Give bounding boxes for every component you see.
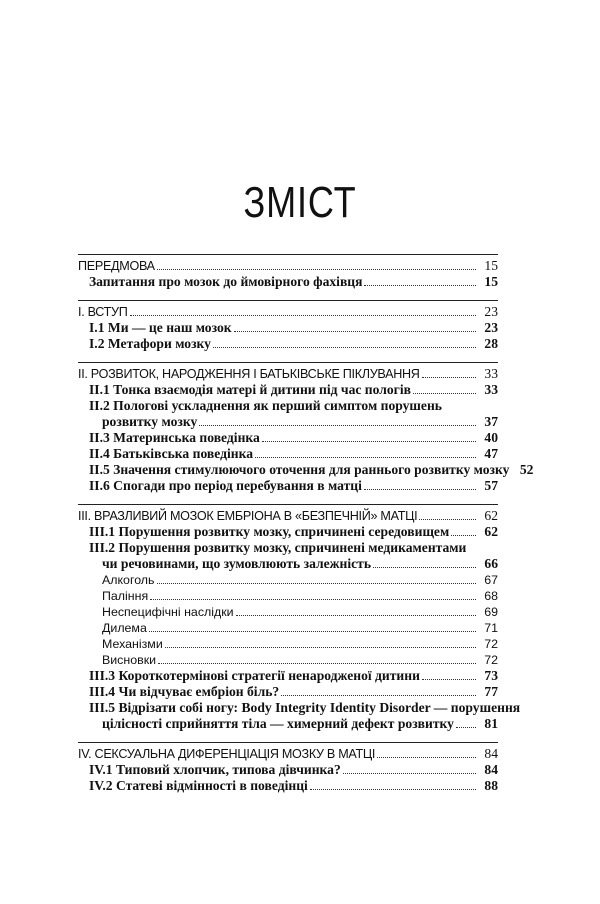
toc-section [78, 504, 521, 732]
toc-chapter [78, 508, 498, 524]
entry-label: Алкоголь [102, 573, 155, 587]
page-number: 68 [484, 589, 498, 603]
dot-leader [150, 589, 476, 600]
toc-subentry [78, 588, 498, 604]
dot-leader [422, 367, 476, 378]
toc-entry [78, 668, 498, 684]
page-number: 71 [484, 621, 498, 635]
entry-label: ІІІ.3 Короткотермінові стратегії ненародженої дитини [89, 668, 420, 683]
toc-subentry [78, 620, 498, 636]
dot-leader [149, 621, 476, 632]
page-title: ЗМІСТ [243, 178, 357, 227]
dot-leader [165, 637, 476, 648]
entry-label: ІІ. РОЗВИТОК, НАРОДЖЕННЯ І БАТЬКІВСЬКЕ ПІКЛУВАННЯ [78, 367, 420, 381]
toc-entry [78, 778, 498, 794]
toc-entry [78, 382, 498, 398]
entry-label: IV.1 Типовий хлопчик, типова дівчинка? [89, 762, 341, 777]
page-number: 23 [484, 320, 498, 335]
dot-leader [234, 321, 476, 332]
toc-entry [78, 556, 498, 572]
page-number: 69 [484, 605, 498, 619]
dot-leader [310, 779, 476, 790]
page-number: 37 [484, 414, 498, 429]
page-number: 57 [484, 478, 498, 493]
page-number: 47 [484, 446, 498, 461]
entry-label: ІІ.5 Значення стимулюючого оточення для раннього розвитку мозку [89, 462, 510, 477]
dot-leader [157, 573, 477, 584]
toc-entry [78, 524, 498, 540]
entry-label: Висновки [102, 653, 157, 667]
dot-leader [213, 337, 476, 348]
toc-entry [78, 462, 534, 478]
entry-label: ІІІ.4 Чи відчуває ембріон біль? [89, 684, 280, 699]
entry-label: ПЕРЕДМОВА [78, 259, 155, 273]
toc-subentry [78, 572, 498, 588]
toc-chapter [78, 366, 498, 382]
toc-entry [78, 430, 498, 446]
dot-leader [158, 653, 476, 664]
page-number: 72 [484, 653, 498, 667]
entry-label: І. ВСТУП [78, 305, 128, 319]
dot-leader [419, 509, 476, 520]
page-number: 67 [484, 573, 498, 587]
page-number: 73 [484, 668, 498, 683]
dot-leader [157, 259, 476, 270]
entry-label: ІІ.4 Батьківська поведінка [89, 446, 254, 461]
entry-label: IV. СЕКСУАЛЬНА ДИФЕРЕНЦІАЦІЯ МОЗКУ В МАТЦІ [78, 747, 376, 761]
dot-leader [236, 605, 476, 616]
toc-chapter [78, 258, 498, 274]
toc-entry [78, 762, 498, 778]
toc-entry [78, 478, 498, 494]
dot-leader [343, 763, 476, 774]
page-number: 62 [484, 508, 498, 523]
toc-entry [78, 320, 498, 336]
page-number: 84 [484, 746, 498, 761]
page-number: 15 [484, 274, 498, 289]
toc-entry [78, 446, 498, 462]
toc-subentry [78, 636, 498, 652]
toc-section [78, 742, 498, 794]
entry-label: І.2 Метафори мозку [89, 336, 211, 351]
entry-label: чи речовинами, що зумовлюють залежність [102, 556, 372, 571]
toc-entry [78, 414, 498, 430]
dot-leader [377, 747, 476, 758]
entry-label: цілісності сприйняття тіла — химерний дефект розвитку [102, 716, 454, 731]
dot-leader [281, 685, 476, 696]
dot-leader [451, 525, 476, 536]
entry-label: розвитку мозку [102, 414, 198, 429]
page-number: 81 [484, 716, 498, 731]
page-number: 77 [484, 684, 498, 699]
entry-label: Механізми [102, 637, 163, 651]
toc-chapter [78, 746, 498, 762]
dot-leader [130, 305, 477, 316]
entry-label: ІІ.1 Тонка взаємодія матері й дитини під час пологів [89, 382, 411, 397]
toc-section [78, 254, 498, 290]
dot-leader [364, 275, 476, 286]
entry-label: Паління [102, 589, 149, 603]
dot-leader [456, 717, 476, 728]
entry-label: Дилема [102, 621, 147, 635]
page-number: 52 [519, 462, 534, 477]
page-number: 23 [484, 304, 498, 319]
page-number: 72 [484, 637, 498, 651]
toc-section [78, 300, 498, 352]
page-number: 88 [484, 778, 498, 793]
toc-section [78, 362, 534, 494]
entry-label: ІІІ. ВРАЗЛИВИЙ МОЗОК ЕМБРІОНА В «БЕЗПЕЧНІЙ» МАТЦІ [78, 509, 418, 523]
entry-label: Неспецифічні наслідки [102, 605, 234, 619]
toc-entry [78, 274, 498, 290]
page-number: 28 [484, 336, 498, 351]
toc-entry [78, 684, 498, 700]
dot-leader [373, 557, 476, 568]
toc-entry-line: ІІІ.5 Відрізати собі ногу: Body Integrity Identity Disorder — порушення [89, 700, 521, 715]
page-number: 15 [484, 258, 498, 273]
dot-leader [422, 669, 476, 680]
dot-leader [413, 383, 476, 394]
page-number: 33 [484, 382, 498, 397]
entry-label: ІІ.3 Материнська поведінка [89, 430, 260, 445]
dot-leader [255, 447, 476, 458]
toc-entry-line: ІІ.2 Пологові ускладнення як перший симптом порушень [89, 398, 442, 413]
table-of-contents [78, 254, 534, 804]
entry-label: ІІ.6 Спогади про період перебування в матці [89, 478, 362, 493]
dot-leader [199, 415, 476, 426]
page-number: 62 [484, 524, 498, 539]
entry-label: Запитання про мозок до ймовірного фахівця [89, 274, 363, 289]
toc-entry [78, 716, 498, 732]
page-number: 66 [484, 556, 498, 571]
toc-entry [78, 336, 498, 352]
page-number: 84 [484, 762, 498, 777]
page-number: 33 [484, 366, 498, 381]
toc-subentry [78, 652, 498, 668]
entry-label: IV.2 Статеві відмінності в поведінці [89, 778, 308, 793]
dot-leader [364, 479, 476, 490]
entry-label: І.1 Ми — це наш мозок [89, 320, 232, 335]
toc-entry-line: ІІІ.2 Порушення розвитку мозку, спричинені медикаментами [89, 540, 467, 555]
page-number: 40 [484, 430, 498, 445]
dot-leader [262, 431, 476, 442]
entry-label: ІІІ.1 Порушення розвитку мозку, спричинені середовищем [89, 524, 450, 539]
toc-chapter [78, 304, 498, 320]
toc-subentry [78, 604, 498, 620]
